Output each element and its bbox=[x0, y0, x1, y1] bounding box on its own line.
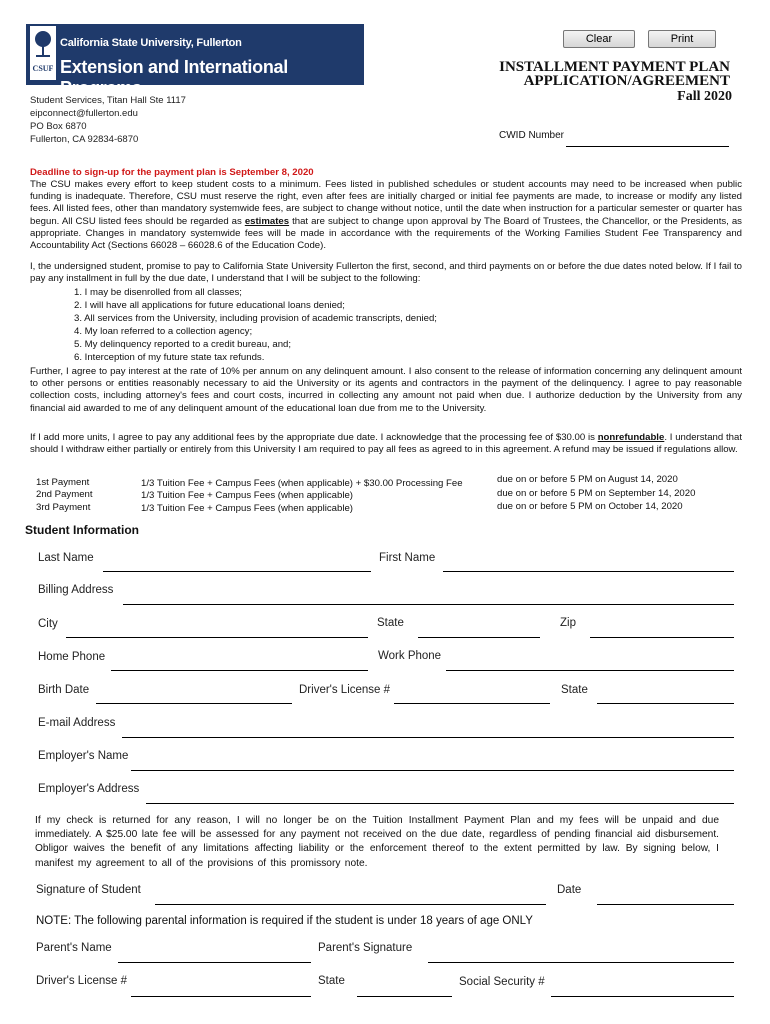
schedule-desc: 1/3 Tuition Fee + Campus Fees (when applicable) + $30.00 Processing Fee bbox=[141, 478, 463, 489]
birth-date-field[interactable] bbox=[96, 703, 292, 704]
drivers-license-label: Driver's License # bbox=[299, 684, 391, 696]
first-name-label: First Name bbox=[379, 552, 436, 564]
birth-date-label: Birth Date bbox=[38, 684, 90, 696]
university-name: California State University, Fullerton bbox=[60, 37, 242, 49]
university-seal bbox=[30, 26, 56, 80]
city-label: City bbox=[38, 618, 58, 630]
home-phone-label: Home Phone bbox=[38, 651, 106, 663]
email-address-link[interactable]: eipconnect@fullerton.edu bbox=[30, 108, 138, 119]
cwid-field[interactable] bbox=[566, 146, 729, 147]
last-name-label: Last Name bbox=[38, 552, 94, 564]
student-signature-field[interactable] bbox=[155, 904, 546, 905]
employer-address-label: Employer's Address bbox=[38, 783, 140, 795]
parent-name-field[interactable] bbox=[118, 962, 311, 963]
consequence-item: 2. I will have all applications for future educational loans denied; bbox=[74, 300, 345, 311]
units-paragraph: If I add more units, I agree to pay any additional fees by the appropriate due date. I acknowledge that the processing fee of $30.00 is nonrefundable. I understand that should I withdraw either partially or entirely from this University I am required to pay all fees as agreed to in this agreement. A refund may be issued if regulations allow. bbox=[30, 432, 742, 456]
consequence-item: 5. My delinquency reported to a credit bureau, and; bbox=[74, 339, 292, 350]
student-info-heading: Student Information bbox=[25, 523, 139, 537]
consequence-item: 1. I may be disenrolled from all classes; bbox=[74, 287, 242, 298]
schedule-label: 2nd Payment bbox=[36, 489, 93, 500]
ssn-label: Social Security # bbox=[459, 976, 545, 988]
address-line: Student Services, Titan Hall Ste 1117 bbox=[30, 95, 186, 106]
schedule-label: 1st Payment bbox=[36, 477, 90, 488]
last-name-field[interactable] bbox=[103, 571, 371, 572]
state-field[interactable] bbox=[418, 637, 540, 638]
form-title-line2: APPLICATION/AGREEMENT bbox=[523, 73, 730, 89]
parent-license-field[interactable] bbox=[131, 996, 311, 997]
date-field[interactable] bbox=[597, 904, 734, 905]
interest-paragraph: Further, I agree to pay interest at the rate of 10% per annum on any delinquent amount. I also consent to the release of information concerning any delinquent amount to other persons or entities reasonably necessary to aid the University or its agents and contractors in the payment of the delinquency. I agree to pay reasonable collection costs, including attorney's fees and court costs, incurred in collecting any amount not paid when due. I authorize deduction by the University from any financial aid awarded to me of any delinquent amount of the educational loan due from me to the University. bbox=[30, 366, 742, 414]
fees-paragraph: The CSU makes every effort to keep student costs to a minimum. Fees listed in published schedules or student accounts may need to be increased when public funding is inadequate. Therefore, CSU must reserve the right, even after fees are initially charged or initial fee payments are made, to increase or modify any listed fees. All listed fees, other than mandatory systemwide fees, are subject to change without notice, until the date when instruction for a particular semester or quarter has begun. All CSU listed fees should be regarded as estimates that are subject to change upon approval by The Board of Trustees, the Chancellor, or the Presidents, as appropriate. Changes in mandatory systemwide fees will be made in accordance with the requirements of the Working Families Student Fee Transparency and Accountability Act (Sections 66028 – 66028.6 of the Education Code). bbox=[30, 179, 742, 252]
ssn-field[interactable] bbox=[551, 996, 734, 997]
parent-state-label: State bbox=[318, 975, 345, 987]
print-button[interactable]: Print bbox=[648, 30, 716, 48]
header-banner bbox=[26, 24, 364, 98]
address-line: Fullerton, CA 92834-6870 bbox=[30, 134, 139, 145]
parent-signature-label: Parent's Signature bbox=[318, 942, 413, 954]
consequence-item: 3. All services from the University, including provision of academic transcripts, denied; bbox=[74, 313, 437, 324]
employer-address-field[interactable] bbox=[146, 803, 734, 804]
nonrefundable-emphasis: nonrefundable bbox=[597, 432, 665, 443]
term-label: Fall 2020 bbox=[677, 89, 732, 104]
work-phone-label: Work Phone bbox=[378, 650, 442, 662]
first-name-field[interactable] bbox=[443, 571, 734, 572]
drivers-license-field[interactable] bbox=[394, 703, 550, 704]
billing-address-field[interactable] bbox=[123, 604, 734, 605]
consequence-item: 4. My loan referred to a collection agency; bbox=[74, 326, 253, 337]
employer-name-field[interactable] bbox=[131, 770, 734, 771]
promissory-note: If my check is returned for any reason, I will no longer be on the Tuition Installment Payment Plan and my fees will be unpaid and due immediately. A $25.00 late fee will be assessed for any payment not received on the due date, regardless of pending financial aid disbursement. Obligor waives the benefit of any limitations affecting liability or the enforcement thereof to the extent permitted by law. By signing below, I manifest my agreement to all of the provisions of this promissory note. bbox=[35, 815, 719, 869]
license-state-label: State bbox=[561, 684, 588, 696]
schedule-due: due on or before 5 PM on August 14, 2020 bbox=[497, 474, 678, 485]
parent-name-label: Parent's Name bbox=[36, 942, 112, 954]
schedule-desc: 1/3 Tuition Fee + Campus Fees (when applicable) bbox=[141, 490, 353, 501]
billing-address-label: Billing Address bbox=[38, 584, 114, 596]
schedule-due: due on or before 5 PM on September 14, 2020 bbox=[497, 488, 696, 499]
seal-text: CSUF bbox=[32, 64, 54, 73]
schedule-desc: 1/3 Tuition Fee + Campus Fees (when applicable) bbox=[141, 503, 353, 514]
parent-note: NOTE: The following parental information is required if the student is under 18 years of age ONLY bbox=[36, 915, 533, 927]
zip-field[interactable] bbox=[590, 637, 734, 638]
consequence-item: 6. Interception of my future state tax refunds. bbox=[74, 352, 265, 363]
date-label: Date bbox=[557, 884, 582, 896]
city-field[interactable] bbox=[66, 637, 368, 638]
state-label: State bbox=[377, 617, 404, 629]
promise-paragraph: I, the undersigned student, promise to pay to California State University Fullerton the first, second, and third payments on or before the due dates noted below. If I fail to pay any installment in full by the due date, I understand that I will be subject to the following: bbox=[30, 261, 742, 285]
schedule-due: due on or before 5 PM on October 14, 2020 bbox=[497, 501, 683, 512]
schedule-label: 3rd Payment bbox=[36, 502, 91, 513]
program-name: Extension and International Programs bbox=[60, 57, 288, 98]
work-phone-field[interactable] bbox=[446, 670, 734, 671]
email-label: E-mail Address bbox=[38, 717, 116, 729]
deadline-notice: Deadline to sign-up for the payment plan is September 8, 2020 bbox=[30, 167, 314, 178]
form-title-line1: INSTALLMENT PAYMENT PLAN bbox=[499, 59, 730, 75]
parent-state-field[interactable] bbox=[357, 996, 452, 997]
parent-signature-field[interactable] bbox=[428, 962, 734, 963]
employer-name-label: Employer's Name bbox=[38, 750, 129, 762]
home-phone-field[interactable] bbox=[111, 670, 368, 671]
address-line: PO Box 6870 bbox=[30, 121, 87, 132]
zip-label: Zip bbox=[560, 617, 576, 629]
email-field[interactable] bbox=[122, 737, 734, 738]
estimates-emphasis: estimates bbox=[244, 215, 290, 227]
parent-license-label: Driver's License # bbox=[36, 975, 128, 987]
signature-label: Signature of Student bbox=[36, 884, 141, 896]
clear-button[interactable]: Clear bbox=[563, 30, 635, 48]
license-state-field[interactable] bbox=[597, 703, 734, 704]
tree-icon bbox=[33, 30, 53, 58]
cwid-label: CWID Number bbox=[499, 130, 565, 141]
